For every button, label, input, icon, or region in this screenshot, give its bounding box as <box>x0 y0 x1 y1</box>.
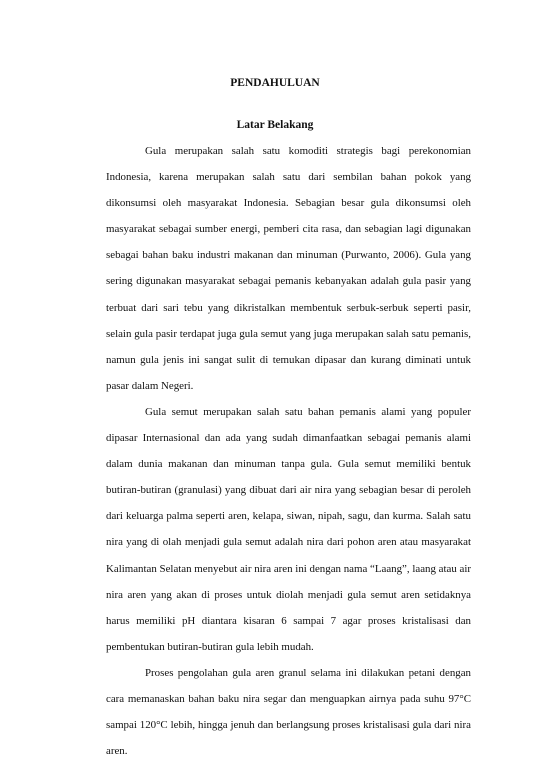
section-heading: Latar Belakang <box>236 119 314 131</box>
body-text <box>106 138 471 764</box>
paragraph-2: Gula semut merupakan salah satu bahan pemanis alami yang populer dipasar Internasional dan ada yang sudah dimanfaatkan sebagai pemanis alami dalam dunia makanan dan minuman tanpa gula. Gula semut memiliki bentuk butiran-butiran (granulasi) yang dibuat dari air nira yang sebagian besar di peroleh dari keluarga palma seperti aren, kelapa, siwan, nipah, sagu, dan kurma. Salah satu nira yang di olah menjadi gula semut adalah nira dari pohon aren atau masyarakat Kalimantan Selatan menyebut air nira aren ini dengan nama “Laang”, laang atau air nira aren yang akan di proses untuk diolah menjadi gula semut aren setidaknya harus memiliki pH diantara kisaran 6 sampai 7 agar proses kristalisasi dan pembentukan butiran-butiran gula lebih mudah. <box>106 405 471 653</box>
paragraph-3: Proses pengolahan gula aren granul selama ini dilakukan petani dengan cara memanaskan bahan baku nira segar dan menguapkan airnya pada suhu 97°C sampai 120°C lebih, hingga jenuh dan berlangsung proses kristalisasi gula dari nira aren. <box>106 666 471 758</box>
paragraph-1: Gula merupakan salah satu komoditi strategis bagi perekonomian Indonesia, karena merupakan salah satu dari sembilan bahan pokok yang dikonsumsi oleh masyarakat Indonesia. Sebagian besar gula dikonsumsi oleh masyarakat sebagai sumber energi, pemberi cita rasa, dan sebagian lagi digunakan sebagai bahan baku industri makanan dan minuman (Purwanto, 2006). Gula yang sering digunakan masyarakat sebagai pemanis kebanyakan adalah gula pasir yang terbuat dari sari tebu yang dikristalkan membentuk serbuk-serbuk seperti pasir, selain gula pasir terdapat juga gula semut yang juga merupakan salah satu pemanis, namun gula jenis ini sangat sulit di temukan dipasar dan kurang diminati untuk pasar dalam Negeri. <box>106 145 471 392</box>
page-title: PENDAHULUAN <box>230 77 320 89</box>
